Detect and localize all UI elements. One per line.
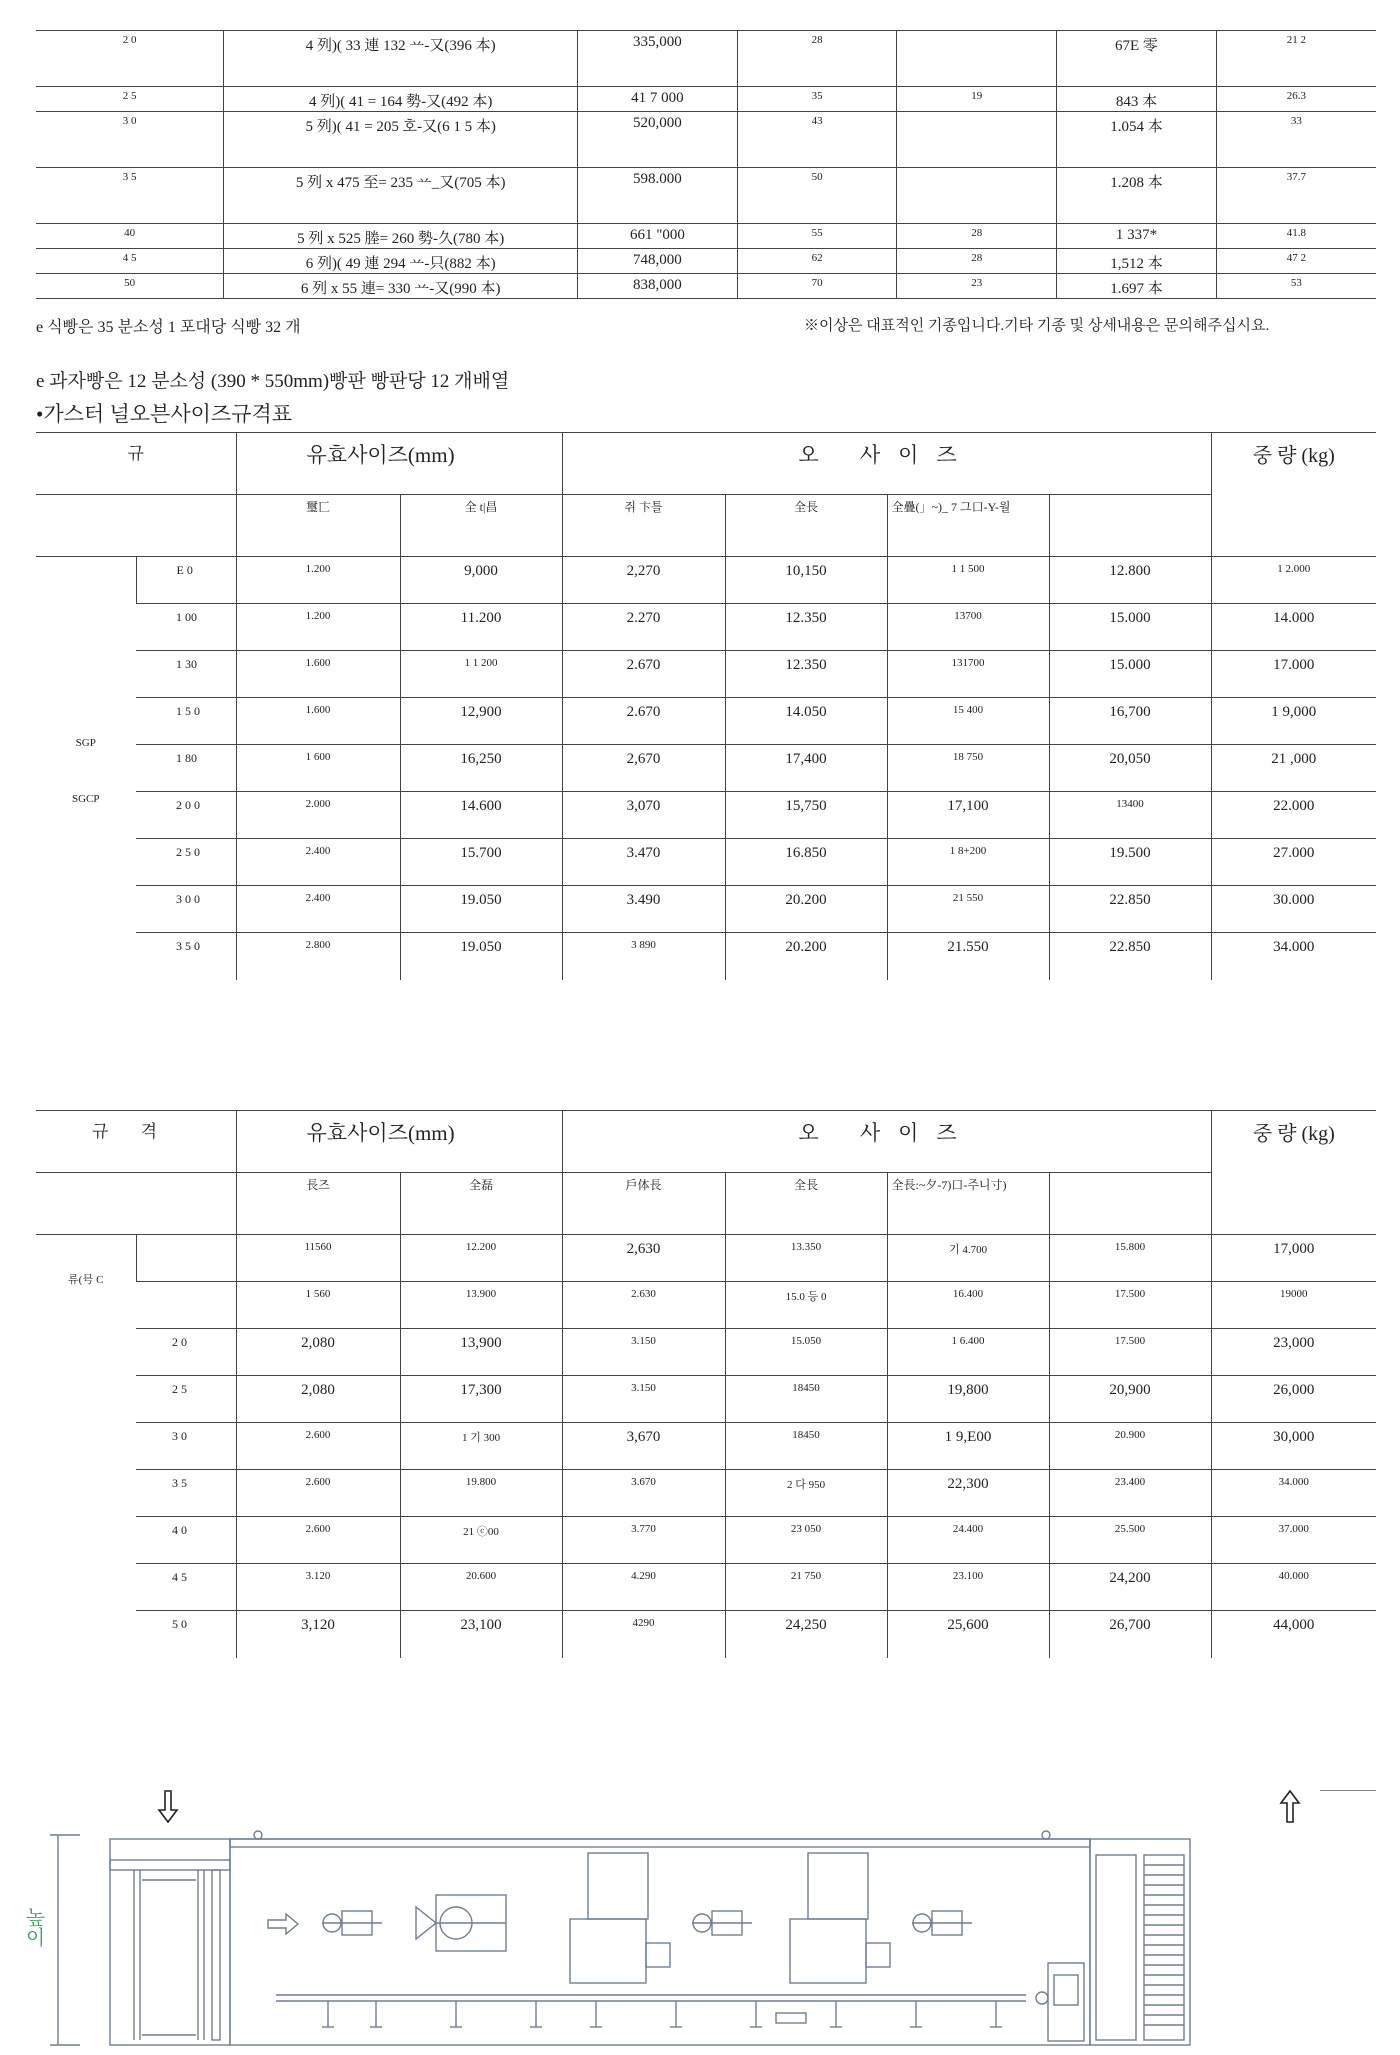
spec1-sub-0 bbox=[36, 495, 236, 557]
spec2-cell: 26,700 bbox=[1049, 1611, 1211, 1658]
spec2-cell: 3,670 bbox=[562, 1423, 725, 1470]
spec1-cell: 1.200 bbox=[236, 604, 400, 651]
spec1-cell: 16.850 bbox=[725, 839, 887, 886]
spec2-cell: 20,900 bbox=[1049, 1376, 1211, 1423]
footprint-cell: 33 bbox=[1216, 112, 1376, 168]
spec2-cell: 4.290 bbox=[562, 1564, 725, 1611]
spec1-cell: 2 0 0 bbox=[136, 792, 236, 839]
tray-config-cell: 5 列 x 525 塍= 260 勢-久(780 本) bbox=[224, 224, 578, 249]
spec1-cell: 18 750 bbox=[887, 745, 1049, 792]
spec2-cell: 13,900 bbox=[400, 1329, 562, 1376]
spec1-cell: 3 890 bbox=[562, 933, 725, 980]
spec1-cell: 30.000 bbox=[1211, 886, 1376, 933]
daily-output-cell: 843 本 bbox=[1057, 87, 1217, 112]
spec1-cell: E 0 bbox=[136, 557, 236, 604]
tray-config-cell: 6 列)( 49 連 294 䒑-只(882 本) bbox=[224, 249, 578, 274]
spec2-cell: 17,300 bbox=[400, 1376, 562, 1423]
oven-size-cell: 2 5 bbox=[36, 87, 224, 112]
spec2-cell: 17.500 bbox=[1049, 1329, 1211, 1376]
table-row bbox=[36, 168, 1376, 224]
table-row bbox=[36, 651, 1376, 698]
spec2-sub-3: 戶体長 bbox=[562, 1173, 725, 1235]
spec1-cell: 21 ,000 bbox=[1211, 745, 1376, 792]
tray-config-cell: 5 列 x 475 至= 235 䒑_又(705 本) bbox=[224, 168, 578, 224]
spec1-cell: 1 2.000 bbox=[1211, 557, 1376, 604]
spec2-cell: 34.000 bbox=[1211, 1470, 1376, 1517]
spec1-cell: 14.600 bbox=[400, 792, 562, 839]
spec2-cell bbox=[136, 1282, 236, 1329]
oven-size-cell: 3 5 bbox=[36, 168, 224, 224]
spec2-cell: 25.500 bbox=[1049, 1517, 1211, 1564]
spec1-cell: 12.800 bbox=[1049, 557, 1211, 604]
footprint-cell: 47 2 bbox=[1216, 249, 1376, 274]
table-row bbox=[36, 1329, 1376, 1376]
gas-usage-cell: 62 bbox=[737, 249, 897, 274]
spec2-cell: 13.900 bbox=[400, 1282, 562, 1329]
spec2-cell: 23,000 bbox=[1211, 1329, 1376, 1376]
daily-output-cell: 1.697 本 bbox=[1057, 274, 1217, 299]
footprint-cell: 53 bbox=[1216, 274, 1376, 299]
bread-note: e 식빵은 35 분소성 1 포대당 식빵 32 개 bbox=[36, 319, 301, 336]
spec1-cell: 1 1 500 bbox=[887, 557, 1049, 604]
gas-usage-cell: 70 bbox=[737, 274, 897, 299]
spec2-cell: 2 5 bbox=[136, 1376, 236, 1423]
spec2-cell: 2,080 bbox=[236, 1376, 400, 1423]
spec2-cell: 20.600 bbox=[400, 1564, 562, 1611]
spec1-cell: 10,150 bbox=[725, 557, 887, 604]
spec2-cell: 2.600 bbox=[236, 1470, 400, 1517]
chamber-2 bbox=[790, 1853, 890, 1983]
spec2-cell: 19,800 bbox=[887, 1376, 1049, 1423]
tray-config-cell: 6 列 x 55 連= 330 䒑-又(990 本) bbox=[224, 274, 578, 299]
footprint-cell: 26.3 bbox=[1216, 87, 1376, 112]
spec2-cell: 1 560 bbox=[236, 1282, 400, 1329]
table-row bbox=[36, 792, 1376, 839]
tray-config-cell: 4 列)( 33 連 132 䒑-又(396 本) bbox=[224, 31, 578, 87]
group-label-sgcp: SGCP bbox=[71, 793, 100, 806]
spec2-cell: 15.800 bbox=[1049, 1235, 1211, 1282]
gas-usage-cell: 28 bbox=[737, 31, 897, 87]
spec2-header-weight: 중 량 (kg) bbox=[1211, 1111, 1376, 1235]
price-cell: 661 "000 bbox=[578, 224, 738, 249]
table-row bbox=[36, 745, 1376, 792]
table-row bbox=[36, 839, 1376, 886]
spec1-sub-4: 全長 bbox=[725, 495, 887, 557]
spec2-cell: 26,000 bbox=[1211, 1376, 1376, 1423]
spec2-sub-2: 全磊 bbox=[400, 1173, 562, 1235]
spec2-cell: 2 다 950 bbox=[725, 1470, 887, 1517]
footprint-cell: 21 2 bbox=[1216, 31, 1376, 87]
spec1-cell: 22.850 bbox=[1049, 886, 1211, 933]
spec2-cell: 3 5 bbox=[136, 1470, 236, 1517]
spec1-header-effective-size: 유효사이즈(mm) bbox=[236, 433, 562, 495]
spec2-sub-4: 全長 bbox=[725, 1173, 887, 1235]
spec2-header-effective-size: 유효사이즈(mm) bbox=[236, 1111, 562, 1173]
footprint-cell: 37.7 bbox=[1216, 168, 1376, 224]
spec1-sub-6 bbox=[1049, 495, 1211, 557]
gas-usage-cell: 35 bbox=[737, 87, 897, 112]
spec1-cell: 12,900 bbox=[400, 698, 562, 745]
spec2-cell: 40.000 bbox=[1211, 1564, 1376, 1611]
spec1-cell: 14.050 bbox=[725, 698, 887, 745]
spec2-cell: 11560 bbox=[236, 1235, 400, 1282]
spec2-cell: 21 750 bbox=[725, 1564, 887, 1611]
table-row bbox=[36, 224, 1376, 249]
spec2-cell: 37.000 bbox=[1211, 1517, 1376, 1564]
table-row bbox=[36, 1235, 1376, 1282]
spec1-sub-5: 全疊(」~)_ 7 그口-Y-월 bbox=[887, 495, 1049, 557]
spec1-cell: 2 5 0 bbox=[136, 839, 236, 886]
oven-size-cell: 50 bbox=[36, 274, 224, 299]
table-row bbox=[36, 933, 1376, 980]
spec2-cell: 5 0 bbox=[172, 1617, 187, 1631]
spec1-cell: 20,050 bbox=[1049, 745, 1211, 792]
spec1-cell: 2.670 bbox=[562, 651, 725, 698]
spec1-cell: 21.550 bbox=[887, 933, 1049, 980]
daily-output-cell: 1.208 本 bbox=[1057, 168, 1217, 224]
spec1-cell: 12.350 bbox=[725, 604, 887, 651]
spec1-cell: 3,070 bbox=[562, 792, 725, 839]
spec2-cell: 1 기 300 bbox=[400, 1423, 562, 1470]
spec1-cell: 1 9,000 bbox=[1211, 698, 1376, 745]
spec2-cell: 17,000 bbox=[1211, 1235, 1376, 1282]
oven-capacity-table bbox=[36, 30, 1376, 299]
spec2-cell: 24,250 bbox=[725, 1611, 887, 1658]
oven-size-cell: 40 bbox=[36, 224, 224, 249]
spec2-cell: 25,600 bbox=[887, 1611, 1049, 1658]
spec2-cell: 22,300 bbox=[887, 1470, 1049, 1517]
spec2-cell: 4290 bbox=[562, 1611, 725, 1658]
spec1-sub-1: 璽匸 bbox=[236, 495, 400, 557]
spec2-cell: 19000 bbox=[1211, 1282, 1376, 1329]
spec1-cell: 2.400 bbox=[236, 839, 400, 886]
spec1-cell: 15 400 bbox=[887, 698, 1049, 745]
table-row bbox=[36, 1611, 1376, 1658]
spec2-cell: 24,200 bbox=[1049, 1564, 1211, 1611]
spec2-sub-1: 長즈 bbox=[236, 1173, 400, 1235]
spec1-cell: 1.600 bbox=[236, 651, 400, 698]
oven-spec-table-1 bbox=[36, 432, 1376, 980]
spec2-cell: 44,000 bbox=[1211, 1611, 1376, 1658]
spec2-cell: 1 6.400 bbox=[887, 1329, 1049, 1376]
table-row bbox=[36, 112, 1376, 168]
section-title: •가스터 널오븐사이즈규격표 bbox=[36, 402, 293, 426]
spec1-cell: 19.050 bbox=[400, 933, 562, 980]
spec2-sub-6 bbox=[1049, 1173, 1211, 1235]
spec1-cell: 34.000 bbox=[1211, 933, 1376, 980]
spec2-cell: 1 9,E00 bbox=[887, 1423, 1049, 1470]
table-row bbox=[36, 1470, 1376, 1517]
spec1-cell: 3 0 0 bbox=[136, 886, 236, 933]
spec2-header-outer-size: 오 사이즈 bbox=[562, 1111, 1211, 1173]
spec2-cell: 3.150 bbox=[562, 1376, 725, 1423]
spec1-cell: 1 1 200 bbox=[400, 651, 562, 698]
spec2-cell: 12.200 bbox=[400, 1235, 562, 1282]
price-cell: 41 7 000 bbox=[578, 87, 738, 112]
power-cell: 28 bbox=[897, 224, 1057, 249]
spec1-cell: 19.500 bbox=[1049, 839, 1211, 886]
spec1-cell: 1 8+200 bbox=[887, 839, 1049, 886]
spec1-cell: 13700 bbox=[887, 604, 1049, 651]
table-row bbox=[36, 1517, 1376, 1564]
disclaimer-note: ※이상은 대표적인 기종입니다.기타 기종 및 상세내용은 문의해주십시요. bbox=[804, 318, 1270, 334]
daily-output-cell: 1,512 本 bbox=[1057, 249, 1217, 274]
table-row bbox=[36, 87, 1376, 112]
spec1-sub-3: 쥐 卞틀 bbox=[562, 495, 725, 557]
spec2-cell: 3.670 bbox=[562, 1470, 725, 1517]
spec1-cell: 21 550 bbox=[887, 886, 1049, 933]
spec2-cell: 20.900 bbox=[1049, 1423, 1211, 1470]
oven-size-cell: 3 0 bbox=[36, 112, 224, 168]
spec1-header-spec: 규 bbox=[36, 433, 236, 495]
spec1-cell: 1 600 bbox=[236, 745, 400, 792]
spec2-cell: 18450 bbox=[725, 1376, 887, 1423]
spec1-cell: 16,700 bbox=[1049, 698, 1211, 745]
spec1-cell: 27.000 bbox=[1211, 839, 1376, 886]
group-label-sgp: SGP bbox=[75, 737, 96, 750]
spec2-cell: 3.150 bbox=[562, 1329, 725, 1376]
spec1-header-outer-size: 오 사이즈 bbox=[562, 433, 1211, 495]
spec1-cell: 22.000 bbox=[1211, 792, 1376, 839]
spec1-cell: 15.000 bbox=[1049, 651, 1211, 698]
table-row bbox=[36, 1564, 1376, 1611]
spec1-cell: 2.270 bbox=[562, 604, 725, 651]
price-cell: 520,000 bbox=[578, 112, 738, 168]
table-row bbox=[36, 1423, 1376, 1470]
table-row bbox=[36, 249, 1376, 274]
spec1-cell: 22.850 bbox=[1049, 933, 1211, 980]
spec2-cell: 23 050 bbox=[725, 1517, 887, 1564]
power-cell: 23 bbox=[897, 274, 1057, 299]
spec1-cell: 3.470 bbox=[562, 839, 725, 886]
spec1-cell: 16,250 bbox=[400, 745, 562, 792]
gas-usage-cell: 55 bbox=[737, 224, 897, 249]
snack-bread-note: e 과자빵은 12 분소성 (390 * 550mm)빵판 빵판당 12 개배열 bbox=[36, 371, 510, 392]
table-row bbox=[36, 31, 1376, 87]
oven-size-cell: 2 0 bbox=[36, 31, 224, 87]
spec1-cell: 1 30 bbox=[136, 651, 236, 698]
spec1-cell: 2,670 bbox=[562, 745, 725, 792]
spec2-cell: 3,120 bbox=[236, 1611, 400, 1658]
oven-spec-table-2 bbox=[36, 1110, 1376, 1658]
spec1-cell: 15.700 bbox=[400, 839, 562, 886]
spec2-cell: 13.350 bbox=[725, 1235, 887, 1282]
spec1-cell: 2,270 bbox=[562, 557, 725, 604]
spec2-cell: 2,630 bbox=[562, 1235, 725, 1282]
spec1-cell: 17.000 bbox=[1211, 651, 1376, 698]
spec1-cell: 2.400 bbox=[236, 886, 400, 933]
spec2-cell: 3 0 bbox=[136, 1423, 236, 1470]
spec2-cell: 2 0 bbox=[136, 1329, 236, 1376]
spec2-cell: 2.600 bbox=[236, 1517, 400, 1564]
blower-unit bbox=[416, 1895, 506, 1951]
tray-config-cell: 5 列)( 41 = 205 호-又(6 1 5 本) bbox=[224, 112, 578, 168]
spec2-cell: 기 4.700 bbox=[887, 1235, 1049, 1282]
spec2-cell: 23,100 bbox=[400, 1611, 562, 1658]
power-cell: 19 bbox=[897, 87, 1057, 112]
table-row bbox=[36, 274, 1376, 299]
table-row bbox=[36, 557, 1376, 604]
price-cell: 748,000 bbox=[578, 249, 738, 274]
burner-1 bbox=[322, 1911, 382, 1935]
spec1-header-weight: 중 량 (kg) bbox=[1211, 433, 1376, 557]
spec1-cell: 20.200 bbox=[725, 933, 887, 980]
spec1-sub-2: 全 t|昌 bbox=[400, 495, 562, 557]
spec1-cell: 131700 bbox=[887, 651, 1049, 698]
spec1-cell: 1.600 bbox=[236, 698, 400, 745]
spec2-cell: 19.800 bbox=[400, 1470, 562, 1517]
spec2-cell: 18450 bbox=[725, 1423, 887, 1470]
spec2-cell: 15.0 등 0 bbox=[725, 1282, 887, 1329]
spec1-cell: 3.490 bbox=[562, 886, 725, 933]
price-cell: 838,000 bbox=[578, 274, 738, 299]
table-row bbox=[36, 1282, 1376, 1329]
spec2-cell bbox=[136, 1235, 236, 1282]
height-label: 높이 bbox=[22, 1907, 46, 1947]
spec2-cell: 17.500 bbox=[1049, 1282, 1211, 1329]
footprint-cell: 41.8 bbox=[1216, 224, 1376, 249]
spec2-cell: 16.400 bbox=[887, 1282, 1049, 1329]
spec1-cell: 15.000 bbox=[1049, 604, 1211, 651]
gas-usage-cell: 50 bbox=[737, 168, 897, 224]
power-cell bbox=[897, 168, 1057, 224]
tray-config-cell: 4 列)( 41 = 164 勢-又(492 本) bbox=[224, 87, 578, 112]
spec1-cell: 15,750 bbox=[725, 792, 887, 839]
chamber-1 bbox=[570, 1853, 670, 1983]
power-cell bbox=[897, 31, 1057, 87]
spec2-cell: 4 0 bbox=[136, 1517, 236, 1564]
daily-output-cell: 1.054 本 bbox=[1057, 112, 1217, 168]
price-cell: 335,000 bbox=[578, 31, 738, 87]
table-row bbox=[36, 1376, 1376, 1423]
price-cell: 598.000 bbox=[578, 168, 738, 224]
table-row bbox=[36, 604, 1376, 651]
spec2-cell: 23.400 bbox=[1049, 1470, 1211, 1517]
spec2-cell: 2.600 bbox=[236, 1423, 400, 1470]
spec1-cell: 2.000 bbox=[236, 792, 400, 839]
spec2-header-spec: 규 격 bbox=[36, 1111, 236, 1173]
spec1-cell: 12.350 bbox=[725, 651, 887, 698]
rule-line bbox=[1320, 1790, 1376, 1791]
spec1-cell: 2.670 bbox=[562, 698, 725, 745]
spec2-cell: 3.770 bbox=[562, 1517, 725, 1564]
spec1-cell: 9,000 bbox=[400, 557, 562, 604]
spec1-cell: 20.200 bbox=[725, 886, 887, 933]
table-row bbox=[36, 886, 1376, 933]
spec2-cell: 15.050 bbox=[725, 1329, 887, 1376]
spec2-cell: 4 5 bbox=[136, 1564, 236, 1611]
spec1-cell: 14.000 bbox=[1211, 604, 1376, 651]
power-cell bbox=[897, 112, 1057, 168]
spec1-cell: 1 80 bbox=[136, 745, 236, 792]
spec1-cell: 1 5 0 bbox=[136, 698, 236, 745]
model-group-cell: 류(号 C bbox=[68, 1274, 104, 1286]
gas-usage-cell: 43 bbox=[737, 112, 897, 168]
tunnel-oven-diagram bbox=[22, 1795, 1336, 2050]
spec1-cell: 11.200 bbox=[400, 604, 562, 651]
daily-output-cell: 67E 零 bbox=[1057, 31, 1217, 87]
spec1-cell: 3 5 0 bbox=[176, 939, 200, 953]
spec2-cell: 21 ⓒ00 bbox=[400, 1517, 562, 1564]
spec2-sub-5: 全長:~夕-7)口-주니寸) bbox=[887, 1173, 1049, 1235]
spec1-cell: 17,100 bbox=[887, 792, 1049, 839]
spec1-cell: 17,400 bbox=[725, 745, 887, 792]
table-row bbox=[36, 698, 1376, 745]
spec2-cell: 3.120 bbox=[236, 1564, 400, 1611]
spec2-cell: 30,000 bbox=[1211, 1423, 1376, 1470]
spec2-sub-0 bbox=[36, 1173, 236, 1235]
oven-size-cell: 4 5 bbox=[36, 249, 224, 274]
spec1-cell: 1 00 bbox=[136, 604, 236, 651]
spec2-cell: 2.630 bbox=[562, 1282, 725, 1329]
spec2-cell: 24.400 bbox=[887, 1517, 1049, 1564]
burner-2 bbox=[692, 1911, 752, 1935]
spec1-cell: 1.200 bbox=[236, 557, 400, 604]
spec1-cell: 2.800 bbox=[236, 933, 400, 980]
spec1-cell: 19.050 bbox=[400, 886, 562, 933]
power-cell: 28 bbox=[897, 249, 1057, 274]
model-group-cell bbox=[36, 557, 136, 980]
daily-output-cell: 1 337* bbox=[1057, 224, 1217, 249]
spec2-cell: 23.100 bbox=[887, 1564, 1049, 1611]
spec1-cell: 13400 bbox=[1049, 792, 1211, 839]
burner-3 bbox=[912, 1911, 972, 1935]
spec2-cell: 2,080 bbox=[236, 1329, 400, 1376]
